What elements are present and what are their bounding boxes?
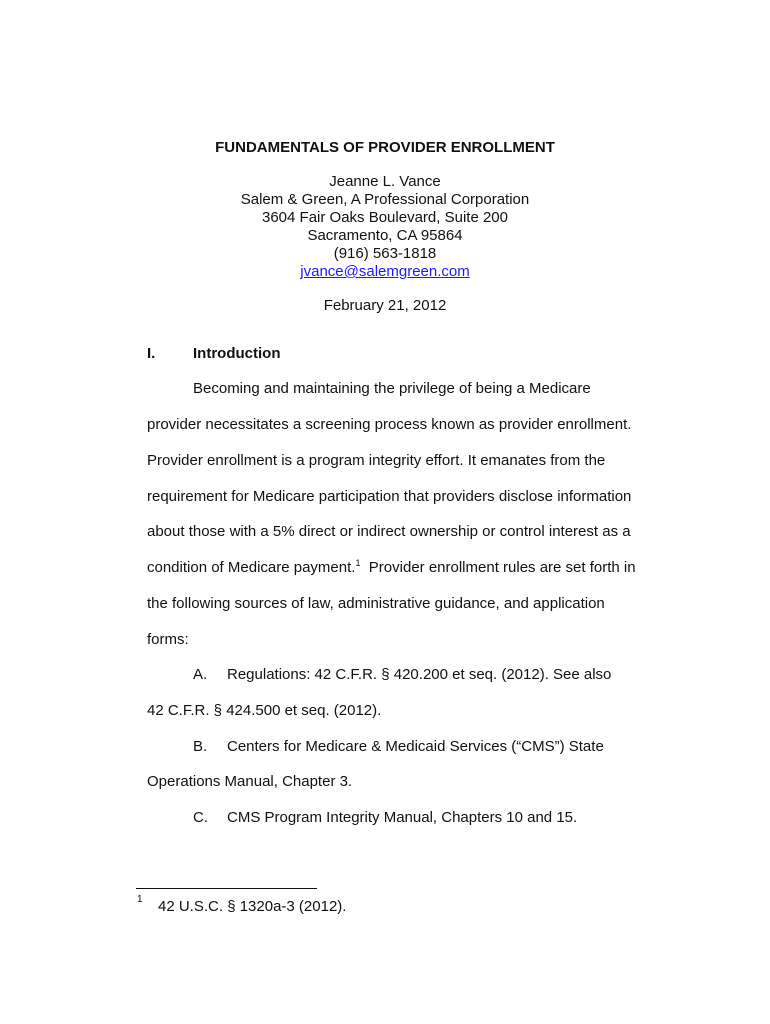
- list-item-b-label: B.: [193, 738, 208, 755]
- author-phone: (916) 563-1818: [333, 245, 437, 262]
- footnote-reference[interactable]: 1: [355, 558, 361, 568]
- document-date: February 21, 2012: [323, 297, 447, 314]
- document-title: FUNDAMENTALS OF PROVIDER ENROLLMENT: [215, 139, 555, 156]
- footnote-text: 42 U.S.C. § 1320a-3 (2012).: [158, 898, 347, 915]
- author-email-link[interactable]: jvance@salemgreen.com: [300, 263, 470, 280]
- paragraph-line: provider necessitates a screening process known as provider enrollment.: [147, 416, 632, 433]
- author-name: Jeanne L. Vance: [329, 173, 441, 190]
- paragraph-text: condition of Medicare payment.: [147, 559, 356, 576]
- paragraph-text: Provider enrollment rules are set forth in: [360, 559, 636, 576]
- paragraph-line: Becoming and maintaining the privilege of being a Medicare: [193, 380, 591, 397]
- paragraph-line: the following sources of law, administrative guidance, and application: [147, 595, 605, 612]
- author-address-line-1: 3604 Fair Oaks Boulevard, Suite 200: [262, 209, 508, 226]
- list-item-c-text: CMS Program Integrity Manual, Chapters 10 and 15.: [227, 809, 578, 826]
- list-item-a-label: A.: [193, 666, 208, 683]
- list-item-a-text: Regulations: 42 C.F.R. § 420.200 et seq. (2012). See also: [227, 666, 612, 683]
- list-item-b-continuation: Operations Manual, Chapter 3.: [147, 773, 353, 790]
- footnote-separator: [136, 888, 317, 889]
- author-firm: Salem & Green, A Professional Corporation: [240, 191, 530, 208]
- author-email-container: [0, 263, 770, 281]
- author-address-line-2: Sacramento, CA 95864: [307, 227, 463, 244]
- paragraph-line: requirement for Medicare participation that providers disclose information: [147, 488, 632, 505]
- list-item-a-continuation: 42 C.F.R. § 424.500 et seq. (2012).: [147, 702, 382, 719]
- list-item-c-label: C.: [193, 809, 208, 826]
- section-heading: Introduction: [193, 345, 281, 362]
- paragraph-line-with-footnote: [147, 559, 636, 577]
- paragraph-line: forms:: [147, 631, 189, 648]
- paragraph-line: about those with a 5% direct or indirect ownership or control interest as a: [147, 523, 631, 540]
- paragraph-line: Provider enrollment is a program integrity effort. It emanates from the: [147, 452, 606, 469]
- list-item-b-text: Centers for Medicare & Medicaid Services (“CMS”) State: [227, 738, 604, 755]
- footnote-number: 1: [137, 894, 143, 905]
- section-number: I.: [147, 345, 156, 362]
